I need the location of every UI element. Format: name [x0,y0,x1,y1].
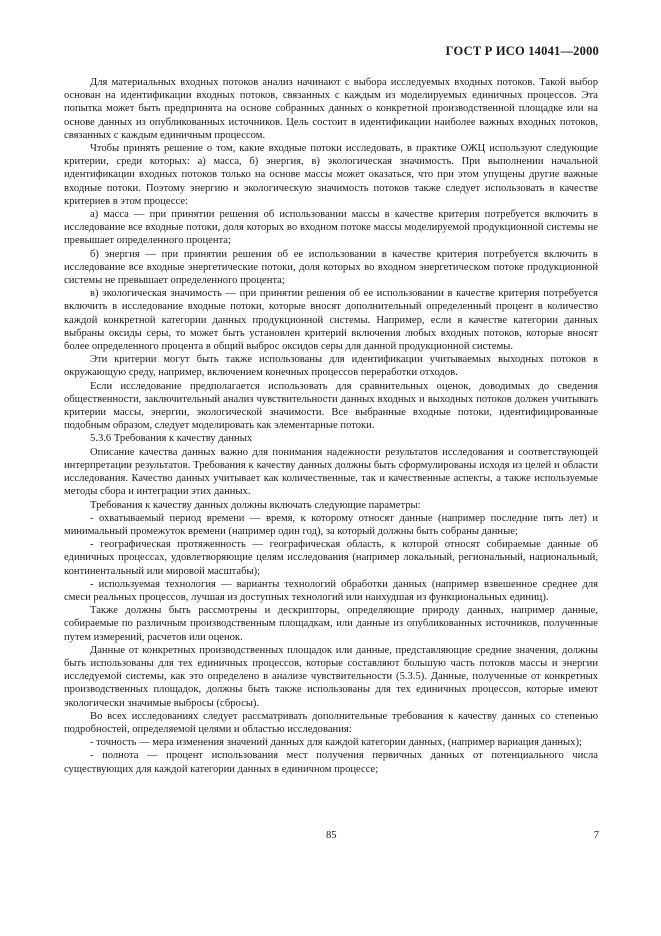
list-item: - полнота — процент использования мест получения первичных данных от потенциального числа существующих для каждой категории данных в единичном процессе; [64,750,598,775]
document-header: ГОСТ Р ИСО 14041—2000 [445,44,599,58]
paragraph: Эти критерии могут быть также использованы для идентификации учитываемых выходных потоков в окружающую среду, например, включением конечных процессов переработки отходов. [64,354,598,379]
document-body [64,76,598,776]
page-number: 85 [326,830,337,841]
sheet-number: 7 [593,830,599,841]
list-item: - охватываемый период времени — время, к которому относят данные (например последние пять лет) и минимальный промежуток времени (например один год), за который должны быть собраны данные; [64,512,598,537]
list-item: - используемая технология — варианты технологий обработки данных (например взвешенное среднее для смеси реальных процессов, лучшая из доступных технологий или наихудшая из функциональных единиц). [64,578,598,603]
paragraph: Описание качества данных важно для понимания надежности результатов исследования и соответствующей интерпретации результатов. Требования к качеству данных должны быть сформулированы исходя из целей и области исследования. Качество данных учитывает как количественные, так и качественные аспекты, а также используемые методы сбора и интеграции этих данных. [64,446,598,498]
section-heading: 5.3.6 Требования к качеству данных [90,433,253,445]
paragraph: в) экологическая значимость — при принятии решения об ее использовании в качестве критерия потребуется включить в исследование входные потоки, которые вносят дополнительный определенный процент в количество каждой конкретной категории данных продукционной системы. Например, если в качестве категории данных выбраны оксиды серы, то может быть установлен критерий включения любых входных потоков, которые вносят более определенного процента в общий выброс оксидов серы для данной продукционной системы. [64,288,598,353]
list-item: - географическая протяженность — географическая область, к которой относят собираемые данные об единичных процессах, удовлетворяющие целям исследования (например локальный, региональный, национальный, континентальный или мировой масштабы); [64,539,598,577]
paragraph: Требования к качеству данных должны включать следующие параметры: [90,499,421,511]
paragraph: Для материальных входных потоков анализ начинают с выбора исследуемых входных потоков. Такой выбор основан на идентификации входных потоков, связанных с каждым из моделируемых единичных процессов. Эта попытка может быть предпринята на основе собранных данных о конкретной производственной площадке или на основе данных из опубликованных источников. Цель состоит в идентификации наиболее важных входных потоков, связанных с каждым единичным процессом. [64,77,598,141]
paragraph: Чтобы принять решение о том, какие входные потоки исследовать, в практике ОЖЦ используют следующие критерии, среди которых: а) масса, б) энергия, в) экологическая значимость. При выполнении начальной идентификации входных потоков только на основе массы может оказаться, что при этом упущены другие важные входные потоки. Поэтому энергию и экологическую значимость потоков также следует использовать в качестве критериев в этом процессе: [64,143,598,207]
paragraph: Также должны быть рассмотрены и дескрипторы, определяющие природу данных, например данные, собираемые по различным производственным площадкам, или данные из опубликованных источников, полученные путем измерений, расчетов или оценок. [64,605,598,643]
paragraph: Если исследование предполагается использовать для сравнительных оценок, доводимых до сведения общественности, заключительный анализ чувствительности данных входных и выходных потоков должен учитывать критерии массы, энергии, экологической значимости. Все выбранные входные потоки, идентифицированные подобным образом, следует моделировать как элементарные потоки. [64,380,598,432]
list-item: - точность — мера изменения значений данных для каждой категории данных, (например вариация данных); [90,737,582,749]
paragraph: а) масса — при принятии решения об использовании массы в качестве критерия потребуется включить в исследование все входные потоки, доля которых во входном потоке массы моделируемой продукционной системы не превышает определенного процента; [64,209,598,247]
paragraph: Во всех исследованиях следует рассматривать дополнительные требования к качеству данных со степенью подробностей, определяемой целями и областью исследования: [64,710,598,735]
paragraph: б) энергия — при принятии решения об ее использовании в качестве критерия потребуется включить в исследование все входные энергетические потоки, доля которых во входном энергетическом потоке продукционной системы не превышает определенного процента; [64,248,598,287]
paragraph: Данные от конкретных производственных площадок или данные, представляющие средние значения, должны быть использованы для тех единичных процессов, которые составляют большую часть потоков массы и энергии исследуемой системы, как это определено в анализе чувствительности (5.3.5). Данные, полученные от конкретных производственных площадок, должны быть также использованы для тех единичных процессов, которые имеют экологически значимые выбросы (сбросы). [64,644,598,709]
